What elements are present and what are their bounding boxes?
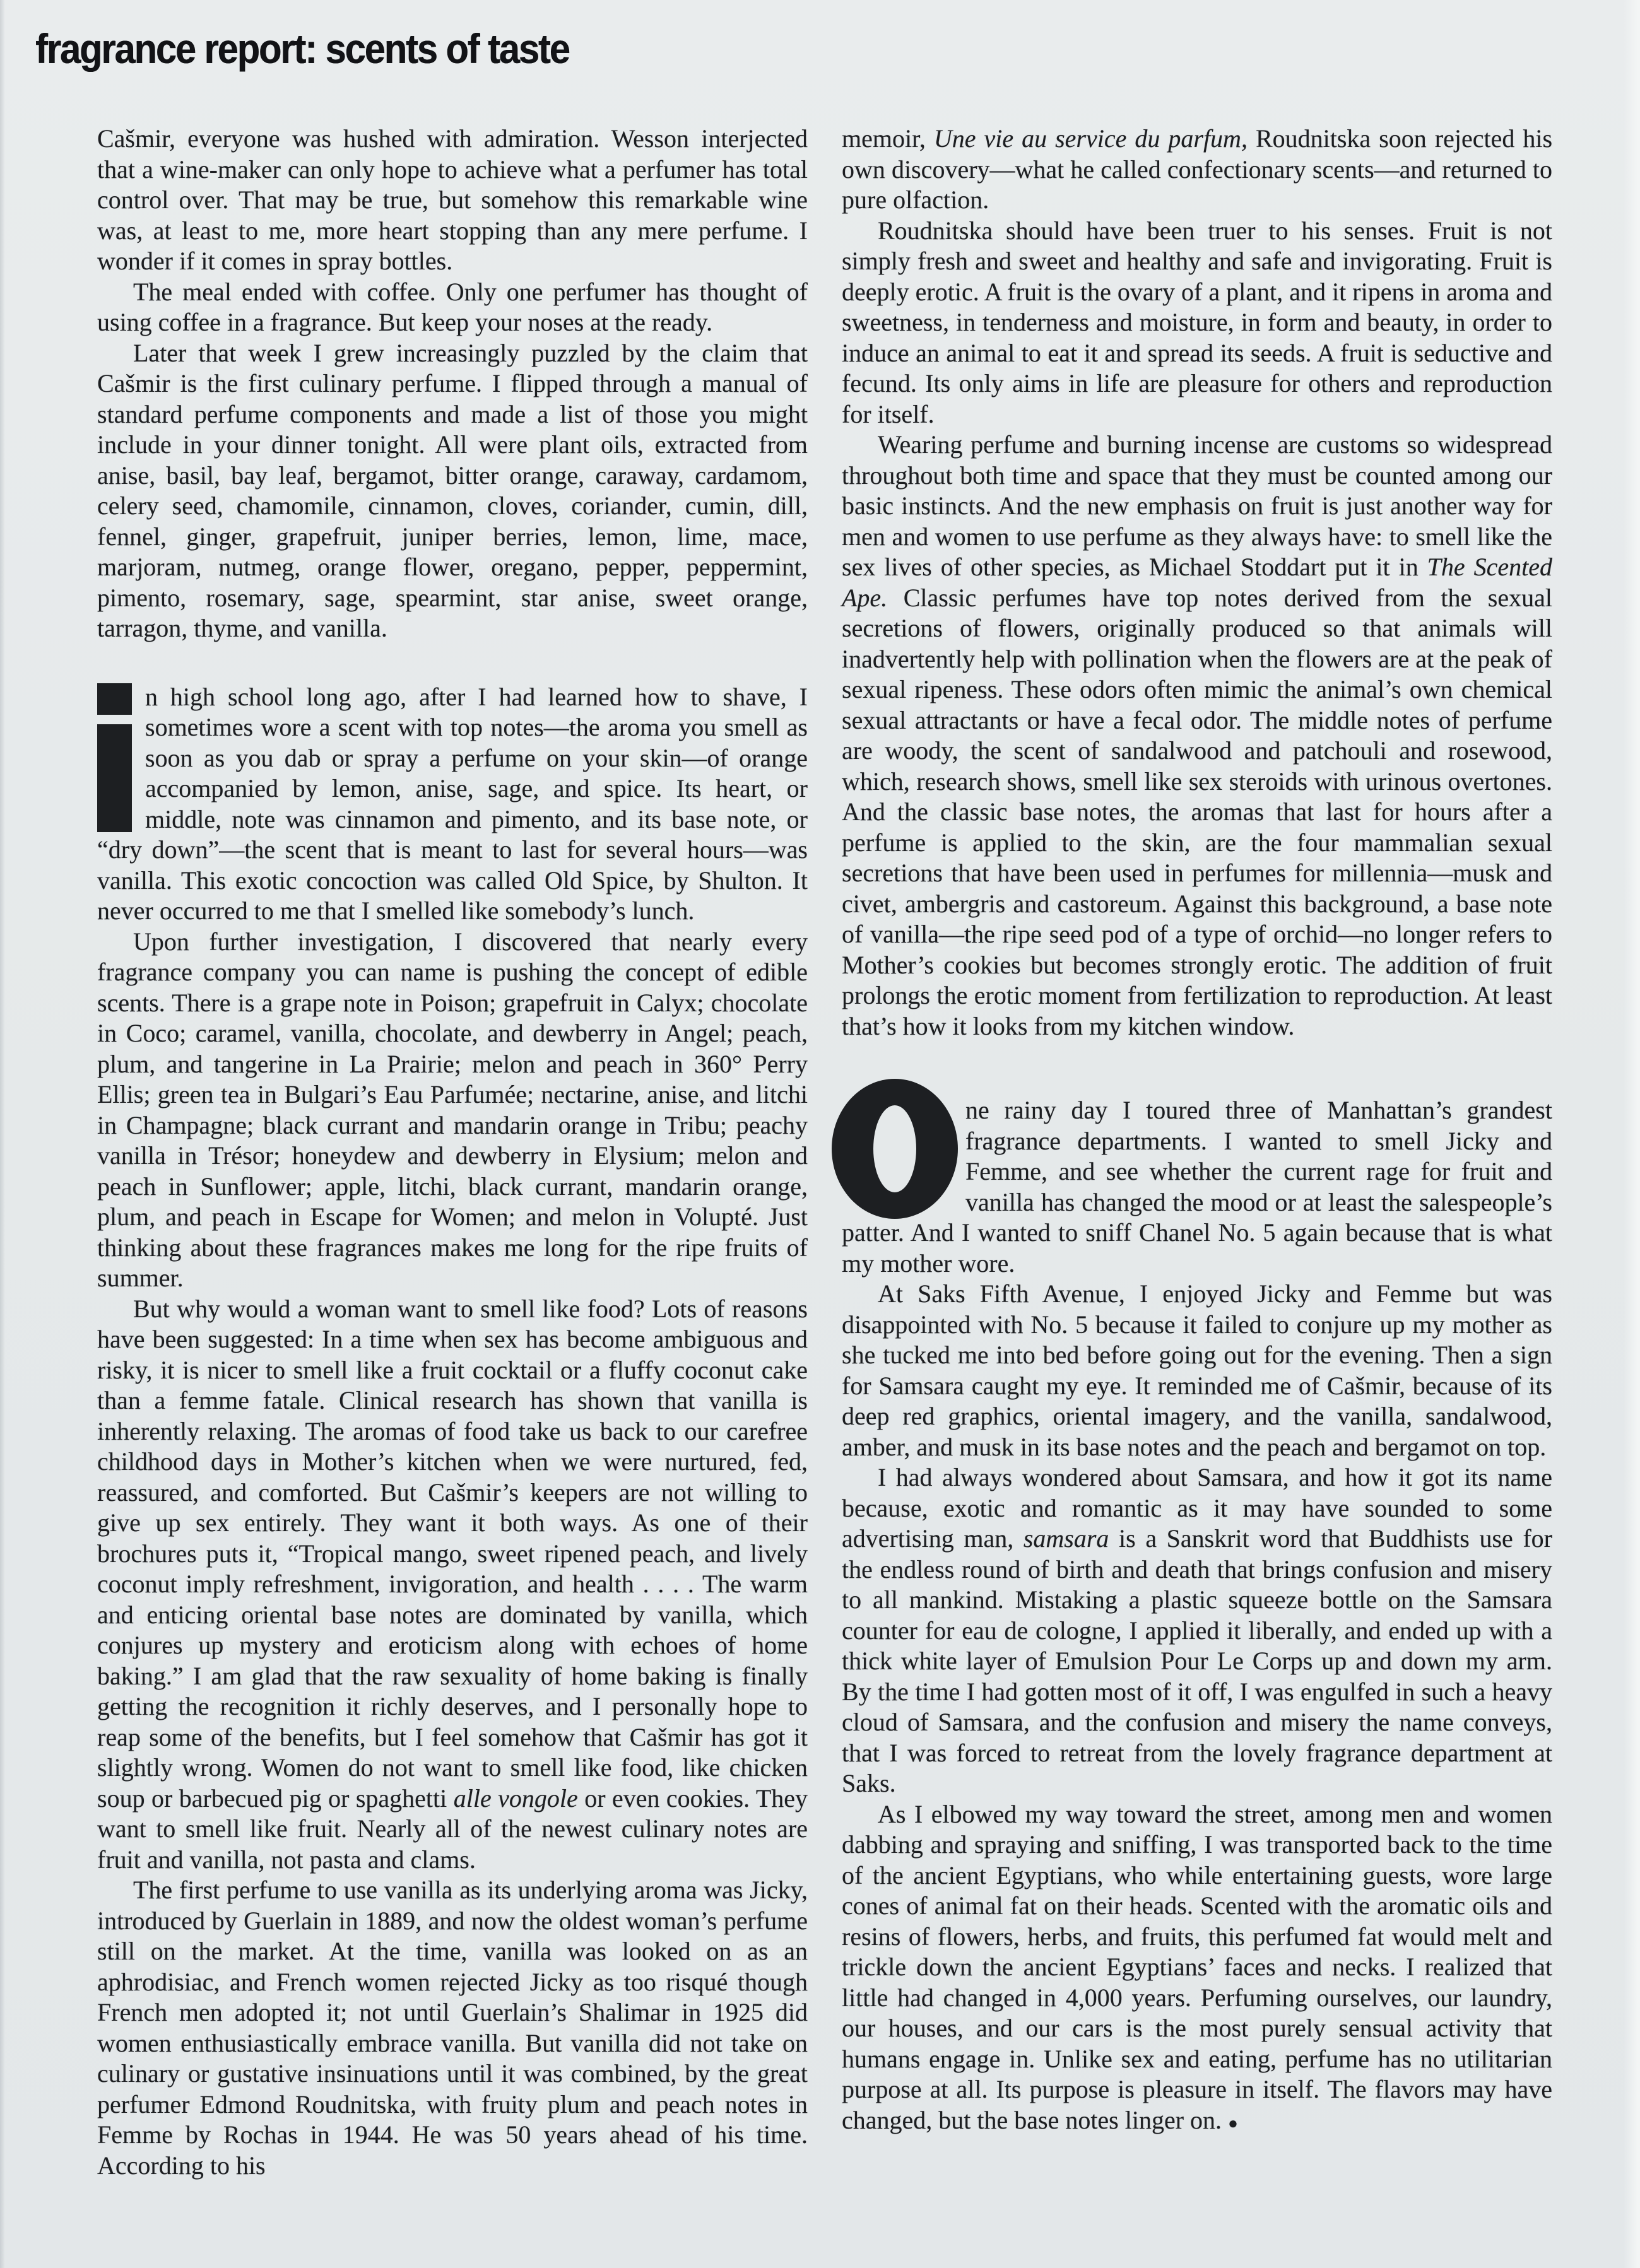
paragraph: [842, 216, 1552, 430]
paragraph: [97, 124, 808, 277]
text-run: n high school long ago, after I had learned how to shave, I sometimes wore a scent with top notes—the aroma you smell as soon as you dab or spray a perfume on your skin—of orange accompanied by lemon, anise, sage, and spice. Its heart, or middle, note was cinnamon and pimento, and its base note, or “dry down”—the scent that is meant to last for several hours—was vanilla. This exotic concoction was called Old Spice, by Shulton. It never occurred to me that I smelled like somebody’s lunch.: [97, 682, 808, 925]
text-run: Later that week I grew increasingly puzzled by the claim that Cašmir is the first culinary perfume. I flipped through a manual of standard perfume components and made a list of those you might include in your dinner tonight. All were plant oils, extracted from anise, basil, bay leaf, bergamot, bitter orange, caraway, cardamom, celery seed, chamomile, cinnamon, cloves, coriander, cumin, dill, fennel, ginger, grapefruit, juniper berries, lemon, lime, mace, marjoram, nutmeg, orange flower, oregano, pepper, peppermint, pimento, rosemary, sage, spearmint, star anise, sweet orange, tarragon, thyme, and vanilla.: [97, 338, 808, 642]
text-run: At Saks Fifth Avenue, I enjoyed Jicky and Femme but was disappointed with No. 5 because it failed to conjure up my mother as she tucked me into bed before going out for the evening. Then a sign for Samsara caught my eye. It reminded me of Cašmir, because of its deep red graphics, oriental imagery, and the vanilla, sandalwood, amber, and musk in its base notes and the peach and bergamot on top.: [842, 1279, 1552, 1461]
paragraph: [842, 1279, 1552, 1462]
text-run: Roudnitska soon rejected his own discovery—what he called confectionary scents—and returned to pure olfaction.: [842, 124, 1553, 214]
italic-text-run: samsara: [1023, 1524, 1109, 1553]
text-run: But why would a woman want to smell like food? Lots of reasons have been suggested: In a time when sex has become ambiguous and risky, it is nicer to smell like a fruit cocktail or a fluffy coconut cake than a femme fatale. Clinical research has shown that vanilla is inherently relaxing. The aromas of food take us back to our carefree childhood days in Mother’s kitchen when we were nurtured, fed, reassured, and comforted. But Cašmir’s keepers are not willing to give up sex entirely. They want it both ways. As one of their brochures puts it, “Tropical mango, sweet ripened peach, and lively coconut imply refreshment, invigoration, and health . . . . The warm and enticing oriental base notes are dominated by vanilla, which conjures up mystery and eroticism along with echoes of home baking.” I am glad that the raw sexuality of home baking is finally getting the recognition it richly deserves, and I personally hope to reap some of the benefits, but I feel somehow that Cašmir has got it slightly wrong. Women do not want to smell like food, like chicken soup or barbecued pig or spaghetti: [97, 1294, 808, 1813]
paragraph: [97, 682, 808, 927]
paragraph: [97, 927, 808, 1294]
paragraph: [97, 338, 808, 644]
text-run: or even cookies. They want to smell like fruit. Nearly all of the newest culinary notes are fruit and vanilla, not pasta and clams.: [97, 1783, 808, 1874]
right-column: [842, 124, 1552, 2139]
paragraph: [842, 1462, 1552, 1799]
text-run: Roudnitska should have been truer to his senses. Fruit is not simply fresh and sweet and healthy and safe and invigorating. Fruit is deeply erotic. A fruit is the ovary of a plant, and it ripens in aroma and sweetness, in tenderness and moisture, in form and beauty, in order to induce an animal to eat it and spread its seeds. A fruit is seductive and fecund. Its only aims in life are pleasure for others and reproduction for itself.: [842, 216, 1552, 428]
italic-text-run: alle vongole: [453, 1783, 578, 1813]
paragraph: [97, 1875, 808, 2181]
text-run: ne rainy day I toured three of Manhattan’s grandest fragrance departments. I wanted to smell Jicky and Femme, and see whether the current rage for fruit and vanilla has changed the mood or at least the salespeople’s patter. And I wanted to sniff Chanel No. 5 again because that is what my mother wore.: [842, 1096, 1552, 1278]
text-run: I had always wondered about Samsara, and how it got its name because, exotic and romantic as it may have sounded to some advertising man,: [842, 1463, 1552, 1553]
text-run: The meal ended with coffee. Only one perfumer has thought of using coffee in a fragrance. But keep your noses at the ready.: [97, 277, 808, 336]
text-run: The first perfume to use vanilla as its underlying aroma was Jicky, introduced by Guerlain in 1889, and now the oldest woman’s perfume still on the market. At the time, vanilla was looked on as an aphrodisiac, and French women rejected Jicky as too risqué though French men adopted it; not until Guerlain’s Shalimar in 1925 did women enthusiastically embrace vanilla. But vanilla did not take on culinary or gustative insinuations until it was combined, by the great perfumer Edmond Roudnitska, with fruity plum and peach notes in Femme by Rochas in 1944. He was 50 years ahead of his time. According to his: [97, 1876, 808, 2180]
drop-cap-letter-i: [97, 683, 132, 833]
text-run: Upon further investigation, I discovered that nearly every fragrance company you can name is pushing the concept of edible scents. There is a grape note in Poison; grapefruit in Calyx; chocolate in Coco; caramel, vanilla, chocolate, and dewberry in Angel; peach, plum, and tangerine in La Prairie; melon and peach in 360° Perry Ellis; green tea in Bulgari’s Eau Parfumée; nectarine, anise, and litchi in Champagne; black currant and mandarin orange in Tribu; peachy vanilla in Trésor; honeydew and dewberry in Elysium; melon and peach in Sunflower; apple, litchi, black currant, mandarin orange, plum, and peach in Escape for Women; and melon in Volupté. Just thinking about these fragrances makes me long for the ripe fruits of summer.: [97, 927, 808, 1292]
page-edge-highlight: [1624, 0, 1640, 2268]
page-title: fragrance report: scents of taste: [35, 25, 569, 72]
text-run: Wearing perfume and burning incense are customs so widespread throughout both time and space that they must be counted among our basic instincts. And the new emphasis on fruit is just another way for men and women to use perfume as they always have: to smell like the sex lives of other species, as Michael Stoddart put it in: [842, 430, 1552, 581]
paragraph: [842, 124, 1552, 216]
drop-cap-letter-o: [832, 1095, 957, 1216]
italic-text-run: Une vie au service du parfum,: [933, 124, 1248, 153]
italic-text-run: The Scented Ape.: [842, 553, 1552, 612]
paragraph: [842, 1799, 1552, 2139]
page-edge-shadow: [0, 0, 5, 2268]
text-run: As I elbowed my way toward the street, among men and women dabbing and spraying and sniffing, I was transported back to the time of the ancient Egyptians, who while entertaining guests, wore large cones of animal fat on their heads. Scented with the aromatic oils and resins of flowers, herbs, and fruits, this perfumed fat would melt and trickle down the ancient Egyptians’ faces and necks. I realized that little had changed in 4,000 years. Perfuming ourselves, our laundry, our houses, and our cars is the most purely sensual activity that humans engage in. Unlike sex and eating, perfume has no utilitarian purpose at all. Its purpose is pleasure in itself. The flavors may have changed, but the base notes linger on.: [842, 1799, 1552, 2134]
paragraph: [842, 1095, 1552, 1279]
text-run: Cašmir, everyone was hushed with admiration. Wesson interjected that a wine-maker can only hope to achieve what a perfumer has total control over. That may be true, but somehow this remarkable wine was, at least to me, more heart stopping than any mere perfume. I wonder if it comes in spray bottles.: [97, 124, 808, 275]
text-run: is a Sanskrit word that Buddhists use for the endless round of birth and death that brings confusion and misery to all mankind. Mistaking a plastic squeeze bottle on the Samsara counter for eau de cologne, I applied it liberally, and ended up with a thick white layer of Emulsion Pour Le Corps up and down my arm. By the time I had gotten most of it off, I was engulfed in such a heavy cloud of Samsara, and the confusion and misery the name conveys, that I was forced to retreat from the lovely fragrance department at Saks.: [842, 1524, 1553, 1797]
text-run: Classic perfumes have top notes derived from the sexual secretions of flowers, originally produced so that animals will inadvertently help with pollination when the flowers are at the peak of sexual ripeness. These odors often mimic the animal’s own chemical sexual attractants or have a fecal odor. The middle notes of perfume are woody, the scent of sandalwood and patchouli and rosewood, which, research shows, smell like sex steroids with urinous overtones. And the classic base notes, the aromas that last for hours after a perfume is applied to the skin, are the four mammalian sexual secretions that have been used in perfumes for millennia—musk and civet, ambergris and castoreum. Against this background, a base note of vanilla—the ripe seed pod of a type of orchid—no longer refers to Mother’s cookies but becomes strongly erotic. The addition of fruit prolongs the erotic moment from fertilization to reproduction. At least that’s how it looks from my kitchen window.: [842, 583, 1552, 1040]
paragraph: [97, 277, 808, 338]
paragraph: [97, 1294, 808, 1876]
text-run: memoir,: [842, 124, 934, 153]
left-column: [97, 124, 808, 2181]
article-end-mark: ●: [1228, 2113, 1238, 2132]
paragraph: [842, 430, 1552, 1042]
